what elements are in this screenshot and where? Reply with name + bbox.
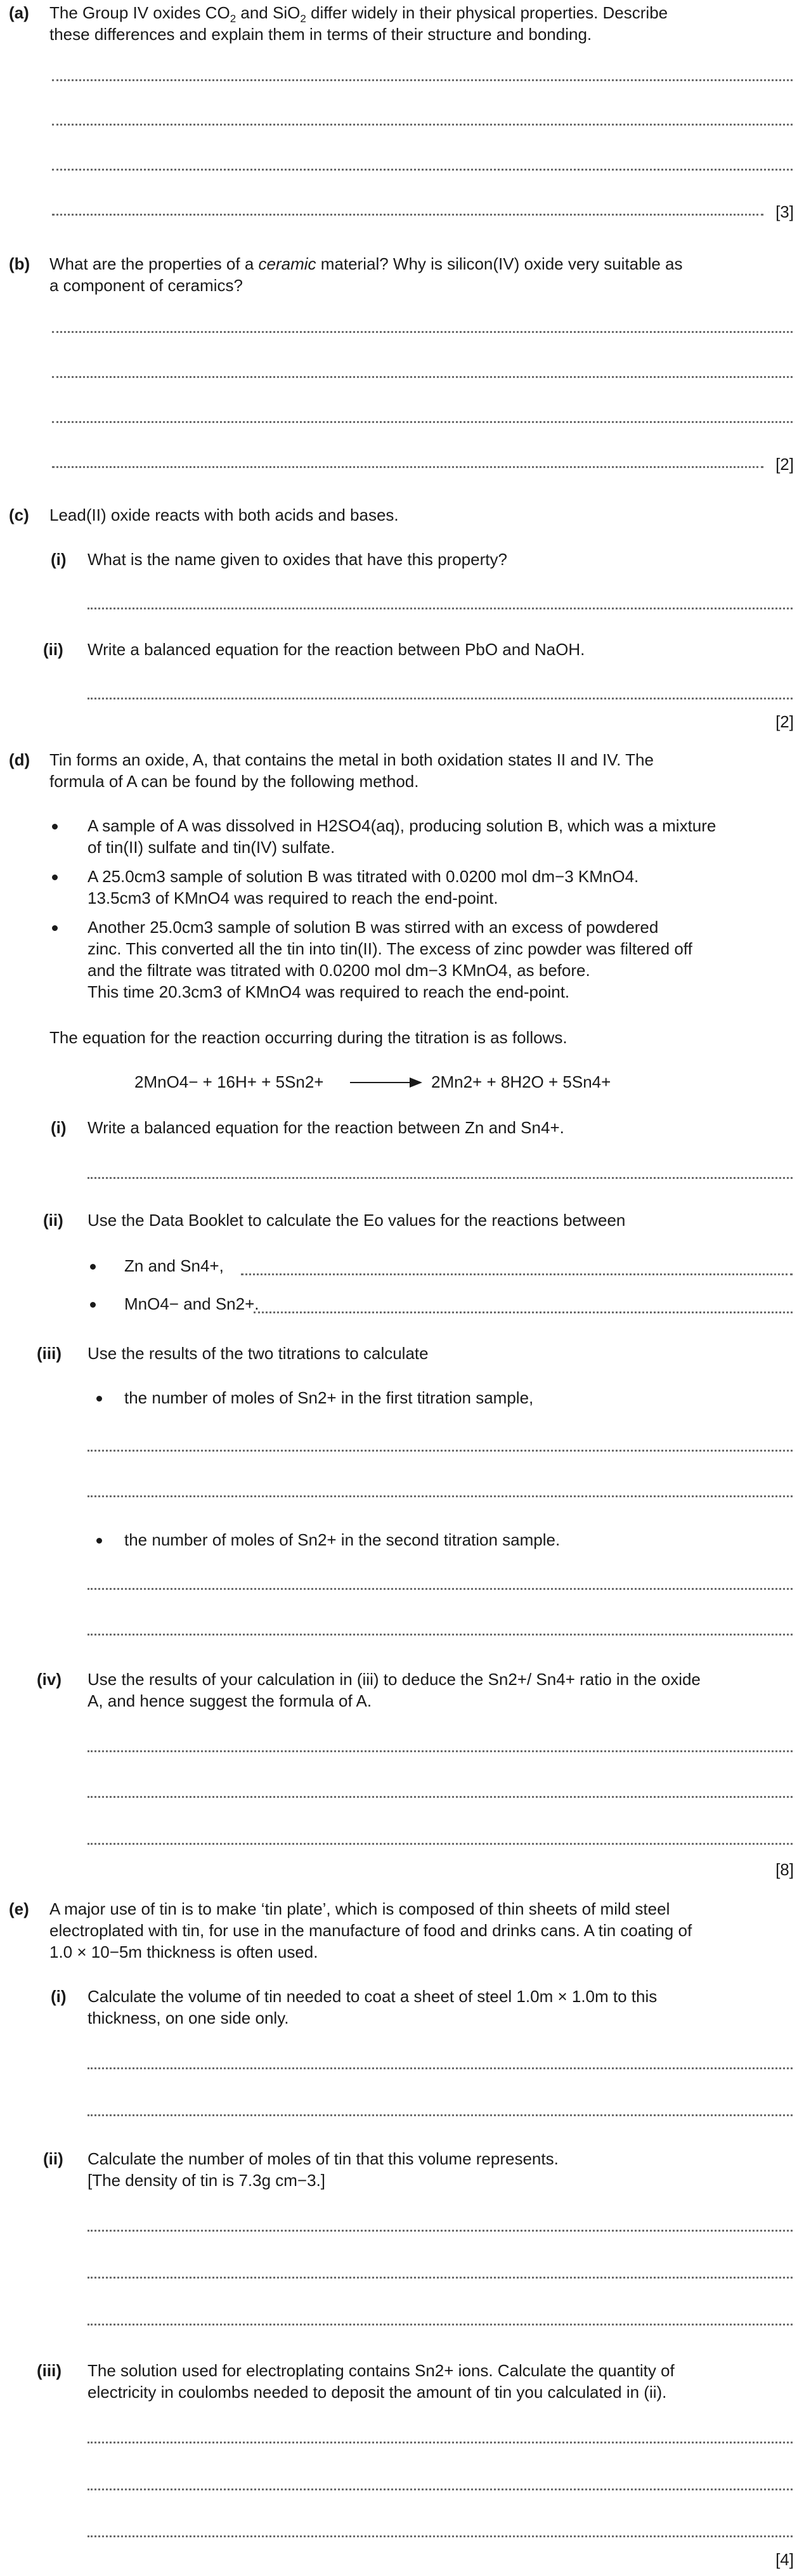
- answer-line[interactable]: [88, 1843, 793, 1845]
- part-a-text-2: and SiO: [236, 3, 301, 22]
- answer-line[interactable]: [88, 1588, 793, 1590]
- part-d-intro-1: Tin forms an oxide, A, that contains the metal in both oxidation states II and IV. The: [49, 750, 654, 769]
- reaction-arrowhead: [410, 1077, 422, 1088]
- method-step-3-line1: Another 25.0cm3 sample of solution B was stirred with an excess of powdered: [88, 918, 659, 937]
- part-a-label: (a): [9, 3, 29, 22]
- answer-line[interactable]: [88, 1796, 793, 1798]
- part-d-ii-label: (ii): [43, 1211, 63, 1230]
- part-b-question: [49, 254, 683, 274]
- part-a-text-1: The Group IV oxides CO: [49, 3, 230, 22]
- answer-line[interactable]: [52, 421, 793, 423]
- part-b-question-line2: a component of ceramics?: [49, 276, 243, 295]
- method-step-1-line2: of tin(II) sulfate and tin(IV) sulfate.: [88, 838, 335, 857]
- part-a-question: [49, 3, 668, 23]
- answer-line[interactable]: [52, 376, 793, 378]
- part-d-iv-question-2: A, and hence suggest the formula of A.: [88, 1691, 372, 1710]
- answer-line[interactable]: [52, 466, 763, 468]
- part-e-iii-question-1: The solution used for electroplating contains Sn2+ ions. Calculate the quantity of: [88, 2361, 675, 2380]
- part-c-ii-question: Write a balanced equation for the reaction between PbO and NaOH.: [88, 640, 585, 659]
- part-e-intro-3: 1.0 × 10−5m thickness is often used.: [49, 1942, 318, 1961]
- part-c-marks: [2]: [775, 712, 794, 731]
- part-e-ii-question-2: [The density of tin is 7.3g cm−3.]: [88, 2171, 326, 2190]
- bullet: [90, 1302, 96, 1308]
- part-e-ii-question-1: Calculate the number of moles of tin that this volume represents.: [88, 2149, 559, 2168]
- part-e-i-question-1: Calculate the volume of tin needed to coat a sheet of steel 1.0m × 1.0m to this: [88, 1987, 658, 2006]
- answer-line[interactable]: [88, 1177, 793, 1179]
- part-b-text-1: What are the properties of a: [49, 254, 259, 273]
- part-e-ii-label: (ii): [43, 2149, 63, 2168]
- method-step-3-line4: This time 20.3cm3 of KMnO4 was required to reach the end-point.: [88, 982, 570, 1001]
- answer-line[interactable]: [88, 608, 793, 609]
- part-c-i-question: What is the name given to oxides that have this property?: [88, 550, 507, 569]
- part-a-marks: [3]: [775, 202, 794, 221]
- part-c-i-label: (i): [51, 550, 67, 569]
- equation-left: 2MnO4− + 16H+ + 5Sn2+: [134, 1072, 324, 1091]
- answer-line[interactable]: [52, 124, 793, 126]
- answer-line[interactable]: [52, 79, 793, 81]
- part-d-iii-label: (iii): [37, 1344, 62, 1363]
- part-d-iii-question: Use the results of the two titrations to calculate: [88, 1344, 429, 1363]
- part-e-intro-2: electroplated with tin, for use in the manufacture of food and drinks cans. A tin coating of: [49, 1921, 692, 1940]
- part-d-iii-item-1: the number of moles of Sn2+ in the first titration sample,: [124, 1388, 534, 1407]
- bullet: [90, 1264, 96, 1270]
- part-a-text-3: differ widely in their physical properties. Describe: [306, 3, 668, 22]
- answer-line[interactable]: [52, 331, 793, 333]
- part-d-ii-question: Use the Data Booklet to calculate the Eo values for the reactions between: [88, 1211, 626, 1230]
- answer-line[interactable]: [52, 169, 793, 171]
- part-d-label: (d): [9, 750, 30, 769]
- answer-line[interactable]: [88, 2442, 793, 2443]
- part-d-i-question: Write a balanced equation for the reaction between Zn and Sn4+.: [88, 1118, 564, 1137]
- part-d-ii-item-1: Zn and Sn4+,: [124, 1256, 224, 1275]
- answer-line[interactable]: [88, 698, 793, 699]
- part-b-marks: [2]: [775, 455, 794, 474]
- method-step-3-line2: zinc. This converted all the tin into tin(II). The excess of zinc powder was filtered off: [88, 939, 692, 958]
- part-e-iii-label: (iii): [37, 2361, 62, 2380]
- subscript: 2: [230, 13, 237, 25]
- equation-intro: The equation for the reaction occurring during the titration is as follows.: [49, 1028, 567, 1047]
- answer-line[interactable]: [88, 1495, 793, 1497]
- part-b-text-2: material? Why is silicon(IV) oxide very suitable as: [316, 254, 683, 273]
- part-d-iv-question-1: Use the results of your calculation in (iii) to deduce the Sn2+/ Sn4+ ratio in the oxide: [88, 1670, 701, 1689]
- part-d-intro-2: formula of A can be found by the following method.: [49, 772, 419, 791]
- part-d-iii-item-2: the number of moles of Sn2+ in the second titration sample.: [124, 1530, 561, 1549]
- part-e-iii-question-2: electricity in coulombs needed to deposit the amount of tin you calculated in (ii).: [88, 2383, 667, 2402]
- part-e-i-label: (i): [51, 1987, 67, 2006]
- answer-line[interactable]: [88, 1634, 793, 1636]
- part-e-label: (e): [9, 1899, 29, 1918]
- subscript: 2: [300, 13, 306, 25]
- part-b-label: (b): [9, 254, 30, 273]
- part-c-label: (c): [9, 505, 29, 524]
- answer-line[interactable]: [88, 1750, 793, 1752]
- method-step-1-line1: A sample of A was dissolved in H2SO4(aq), producing solution B, which was a mixture: [88, 816, 716, 835]
- part-c-intro: Lead(II) oxide reacts with both acids and bases.: [49, 505, 399, 524]
- answer-line[interactable]: [88, 2535, 793, 2537]
- answer-line[interactable]: [88, 2488, 793, 2490]
- method-step-3-line3: and the filtrate was titrated with 0.0200 mol dm−3 KMnO4, as before.: [88, 961, 590, 980]
- bullet: [52, 875, 58, 880]
- reaction-arrow: [350, 1082, 413, 1083]
- part-e-i-question-2: thickness, on one side only.: [88, 2008, 289, 2027]
- answer-line[interactable]: [88, 2114, 793, 2116]
- part-e-marks: [4]: [775, 2550, 794, 2569]
- bullet: [52, 824, 58, 829]
- part-d-ii-item-2: MnO4− and Sn2+.: [124, 1294, 259, 1313]
- answer-line[interactable]: [241, 1273, 793, 1275]
- answer-line[interactable]: [88, 2067, 793, 2069]
- answer-line[interactable]: [88, 2230, 793, 2232]
- part-a-question-line2: these differences and explain them in terms of their structure and bonding.: [49, 25, 592, 44]
- answer-line[interactable]: [88, 2324, 793, 2326]
- method-step-2-line1: A 25.0cm3 sample of solution B was titrated with 0.0200 mol dm−3 KMnO4.: [88, 867, 639, 886]
- answer-line[interactable]: [88, 1450, 793, 1452]
- bullet: [96, 1538, 102, 1544]
- answer-line[interactable]: [88, 2277, 793, 2279]
- answer-line[interactable]: [52, 214, 763, 216]
- bullet: [96, 1396, 102, 1402]
- part-c-ii-label: (ii): [43, 640, 63, 659]
- equation-right: 2Mn2+ + 8H2O + 5Sn4+: [431, 1072, 611, 1091]
- answer-line[interactable]: [254, 1311, 793, 1313]
- part-d-i-label: (i): [51, 1118, 67, 1137]
- method-step-2-line2: 13.5cm3 of KMnO4 was required to reach the end-point.: [88, 888, 498, 907]
- part-e-intro-1: A major use of tin is to make ‘tin plate’, which is composed of thin sheets of mild steel: [49, 1899, 670, 1918]
- bullet: [52, 925, 58, 931]
- part-d-marks: [8]: [775, 1860, 794, 1879]
- part-b-emphasis: ceramic: [258, 254, 316, 273]
- part-d-iv-label: (iv): [37, 1670, 62, 1689]
